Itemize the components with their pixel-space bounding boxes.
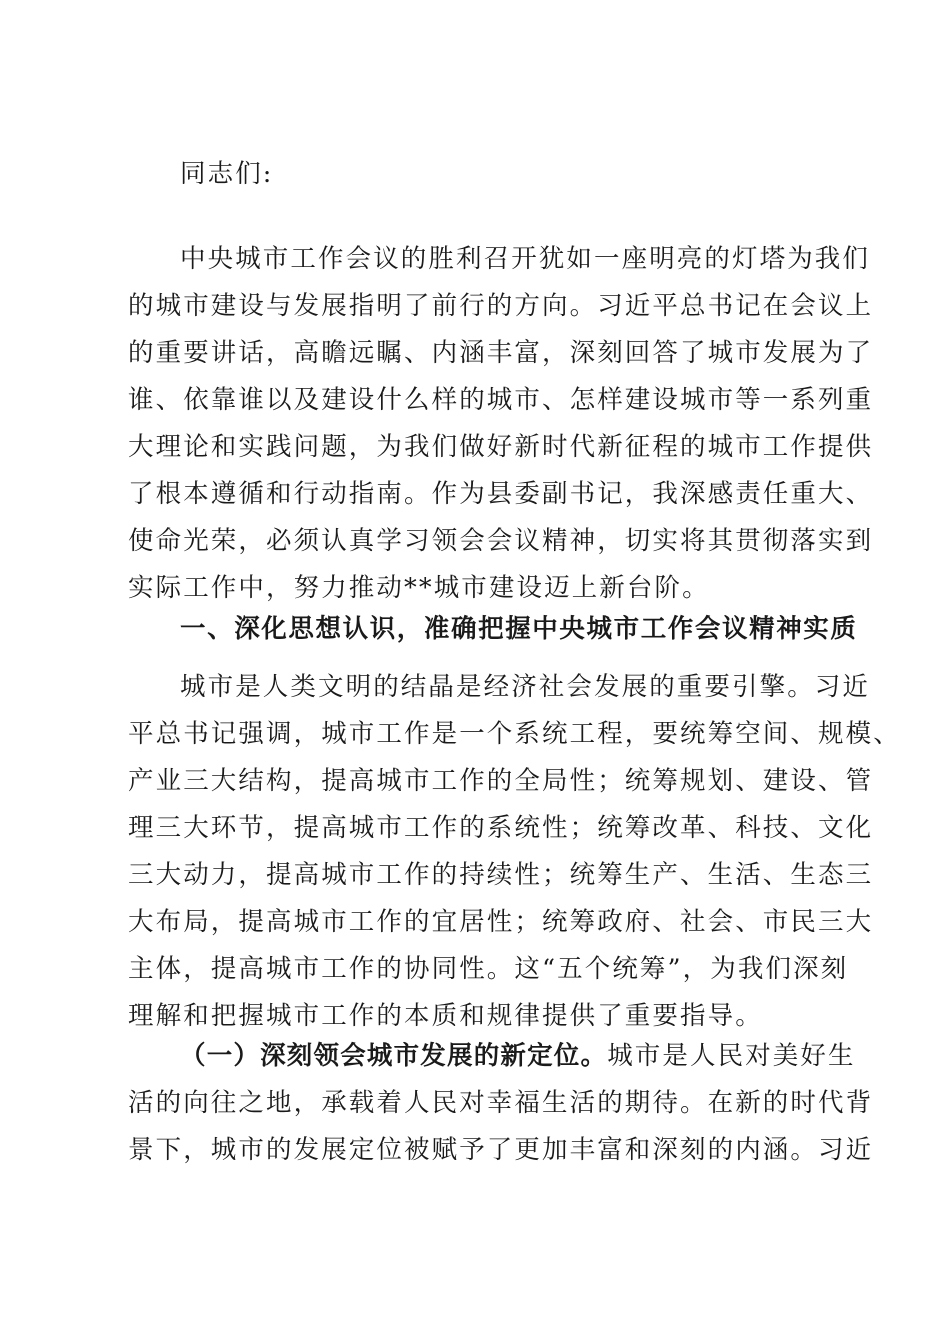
paragraph-line: 理三大环节，提高城市工作的系统性；统筹改革、科技、文化	[128, 813, 874, 843]
section-1-heading-block	[128, 606, 858, 653]
paragraph-line: 了根本遵循和行动指南。作为县委副书记，我深感责任重大、	[128, 479, 874, 509]
subsection-1-paragraph	[128, 1033, 874, 1174]
paragraph-line: 理解和把握城市工作的本质和规律提供了重要指导。	[128, 1001, 763, 1031]
paragraph-line: 的重要讲话，高瞻远瞩、内涵丰富，深刻回答了城市发展为了	[128, 338, 874, 368]
paragraph-line: 活的向往之地，承载着人民对幸福生活的期待。在新的时代背	[128, 1088, 874, 1118]
paragraph-line: 大理论和实践问题，为我们做好新时代新征程的城市工作提供	[128, 432, 874, 462]
paragraph-line	[128, 1033, 856, 1080]
paragraph-line: 中央城市工作会议的胜利召开犹如一座明亮的灯塔为我们	[180, 244, 871, 274]
paragraph-line: 谁、依靠谁以及建设什么样的城市、怎样建设城市等一系列重	[128, 385, 874, 415]
greeting-block	[128, 151, 828, 198]
paragraph-line: 景下，城市的发展定位被赋予了更加丰富和深刻的内涵。习近	[128, 1135, 874, 1165]
paragraph-line: 主体，提高城市工作的协同性。这“五个统筹”，为我们深刻	[128, 954, 849, 984]
subsection-heading: （一）深刻领会城市发展的新定位。	[180, 1041, 608, 1071]
paragraph-line: 平总书记强调，城市工作是一个系统工程，要统筹空间、规模、	[128, 719, 901, 749]
paragraph-line: 实际工作中，努力推动**城市建设迈上新台阶。	[128, 573, 710, 603]
paragraph-text: 城市是人民对美好生	[607, 1041, 856, 1071]
paragraph-line: 的城市建设与发展指明了前行的方向。习近平总书记在会议上	[128, 291, 874, 321]
section-heading: 一、深化思想认识，准确把握中央城市工作会议精神实质	[180, 614, 858, 644]
paragraph-line: 产业三大结构，提高城市工作的全局性；统筹规划、建设、管	[128, 766, 874, 796]
intro-paragraph	[128, 236, 874, 612]
section-1-paragraph	[128, 664, 901, 1040]
paragraph-line: 大布局，提高城市工作的宜居性；统筹政府、社会、市民三大	[128, 907, 874, 937]
paragraph-line: 城市是人类文明的结晶是经济社会发展的重要引擎。习近	[180, 672, 871, 702]
paragraph-line: 使命光荣，必须认真学习领会会议精神，切实将其贯彻落实到	[128, 526, 874, 556]
paragraph-line: 三大动力，提高城市工作的持续性；统筹生产、生活、生态三	[128, 860, 874, 890]
greeting: 同志们:	[180, 159, 274, 189]
